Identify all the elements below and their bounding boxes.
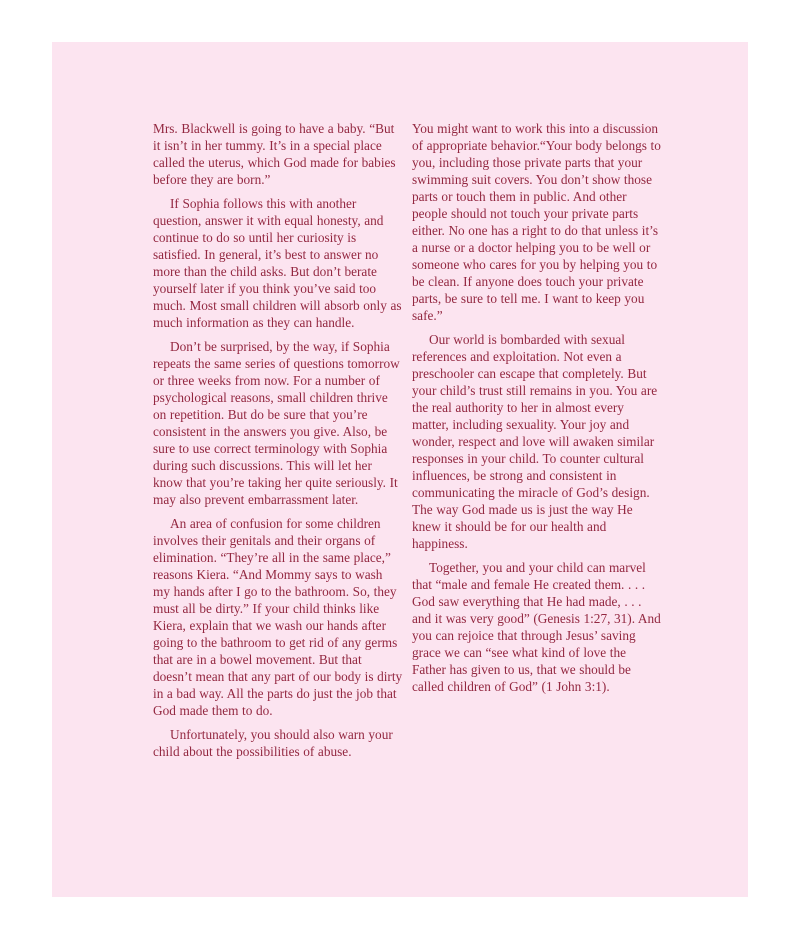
paragraph: Unfortunately, you should also warn your child about the possibilities of abuse. <box>153 727 393 759</box>
right-column <box>412 120 662 760</box>
paragraph: Our world is bombarded with sexual references and exploitation. Not even a preschooler can escape that completely. But your child’s trust still remains in you. You are the real authority to her in almost every matter, including sexuality. Your joy and wonder, respect and love will awaken similar responses in your child. To counter cultural influences, be strong and consistent in communicating the miracle of God’s design. The way God made us is just the way He knew it should be for our health and happiness. <box>412 332 658 551</box>
paragraph: You might want to work this into a discussion of appropriate behavior.“Your body belongs to you, including those private parts that your swimming suit covers. You don’t show those parts or touch them in public. And other people should not touch your private parts either. No one has a right to do that unless it’s a nurse or a doctor helping you to be well or someone who cares for you by helping you to be clean. If anyone does touch your private parts, be sure to tell me. I want to keep you safe.” <box>412 121 661 323</box>
paragraph: If Sophia follows this with another question, answer it with equal honesty, and continue to do so until her curiosity is satisfied. In general, it’s best to answer no more than the child asks. But don’t berate yourself later if you think you’ve said too much. Most small children will absorb only as much information as they can handle. <box>153 196 402 330</box>
book-page <box>52 42 748 897</box>
paragraph: Together, you and your child can marvel that “male and female He created them. . . . God saw everything that He had made, . . . and it was very good” (Genesis 1:27, 31). And you can rejoice that through Jesus’ saving grace we can “see what kind of love the Father has given to us, that we should be called children of God” (1 John 3:1). <box>412 560 661 694</box>
text-columns <box>153 120 661 760</box>
paragraph: Don’t be surprised, by the way, if Sophia repeats the same series of questions tomorrow or three weeks from now. For a number of psychological reasons, small children thrive on repetition. But do be sure that you’re consistent in the answers you give. Also, be sure to use correct terminology with Sophia during such discussions. This will let her know that you’re taking her quite seriously. It may also prevent embarrassment later. <box>153 339 400 507</box>
paragraph: Mrs. Blackwell is going to have a baby. “But it isn’t in her tummy. It’s in a special place called the uterus, which God made for babies before they are born.” <box>153 121 396 187</box>
left-column <box>153 120 403 760</box>
paragraph: An area of confusion for some children involves their genitals and their organs of elimination. “They’re all in the same place,” reasons Kiera. “And Mommy says to wash my hands after I go to the bathroom. So, they must all be dirty.” If your child thinks like Kiera, explain that we wash our hands after going to the bathroom to get rid of any germs that are in a bowel movement. But that doesn’t mean that any part of our body is dirty in a bad way. All the parts do just the job that God made them to do. <box>153 516 403 718</box>
